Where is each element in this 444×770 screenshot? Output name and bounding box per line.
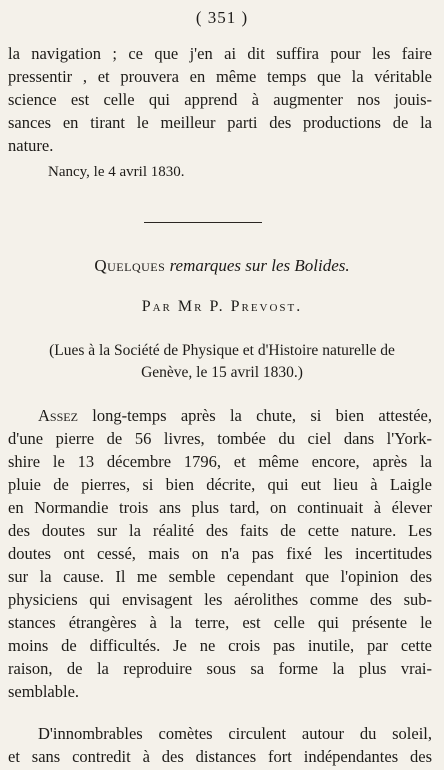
article-author: Par Mr P. Prevost. [141, 298, 303, 315]
text-line: pressentir , et prouvera en même temps que la véritable [8, 67, 432, 86]
text-line: stances étrangères à la terre, est celle qui présente le [8, 613, 432, 632]
place-date-signature: Nancy, le 4 avril 1830. [48, 164, 185, 180]
previous-article-ending [8, 42, 432, 157]
reading-note [40, 340, 404, 384]
article-paragraph-1 [8, 404, 432, 703]
note-line: Genève, le 15 avril 1830.) [141, 364, 303, 381]
text-line: semblable. [8, 682, 80, 701]
text-line: en Normandie trois ans plus tard, on continuait à élever [8, 498, 432, 517]
text-line: doutes ont cessé, mais on n'a pas fixé les incertitudes [8, 544, 432, 563]
page-number: ( 351 ) [195, 8, 249, 27]
text-line: la navigation ; ce que j'en ai dit suffira pour les faire [8, 44, 432, 63]
text-line: science est celle qui apprend à augmenter nos jouis- [8, 90, 432, 109]
text-line: sances en tirant le meilleur parti des productions de la [8, 113, 432, 132]
text-line: raison, de la reproduire sous sa forme la plus vrai- [8, 659, 432, 678]
article-title-italic: remarques sur les Bolides. [169, 256, 350, 275]
article-title [0, 256, 444, 276]
text-line: pluie de pierres, si bien décrite, qui eut lieu à Laigle [8, 475, 432, 494]
text-line [8, 404, 432, 427]
text-line: moins de difficultés. Je ne crois pas inutile, par cette [8, 636, 432, 655]
text-line: d'une pierre de 56 livres, tombée du ciel dans l'York- [8, 429, 432, 448]
text-line: shire le 13 décembre 1796, et même encore, après la [8, 452, 432, 471]
section-separator-rule [144, 222, 262, 223]
opening-caps: Assez [38, 406, 78, 425]
opening-rest: long-temps après la chute, si bien attestée, [77, 406, 432, 425]
note-line: (Lues à la Société de Physique et d'Histoire naturelle de [49, 342, 395, 359]
text-line: et sans contredit à des distances fort indépendantes des [8, 747, 432, 766]
text-line: des doutes sur la réalité des faits de cette nature. Les [8, 521, 432, 540]
text-line: nature. [8, 136, 54, 155]
text-line: physiciens qui envisagent les aérolithes comme des sub- [8, 590, 432, 609]
article-paragraph-2 [8, 722, 432, 768]
text-line: sur la cause. Il me semble cependant que l'opinion des [8, 567, 432, 586]
article-title-caps: Quelques [94, 256, 166, 275]
text-line: D'innombrables comètes circulent autour du soleil, [38, 724, 432, 743]
